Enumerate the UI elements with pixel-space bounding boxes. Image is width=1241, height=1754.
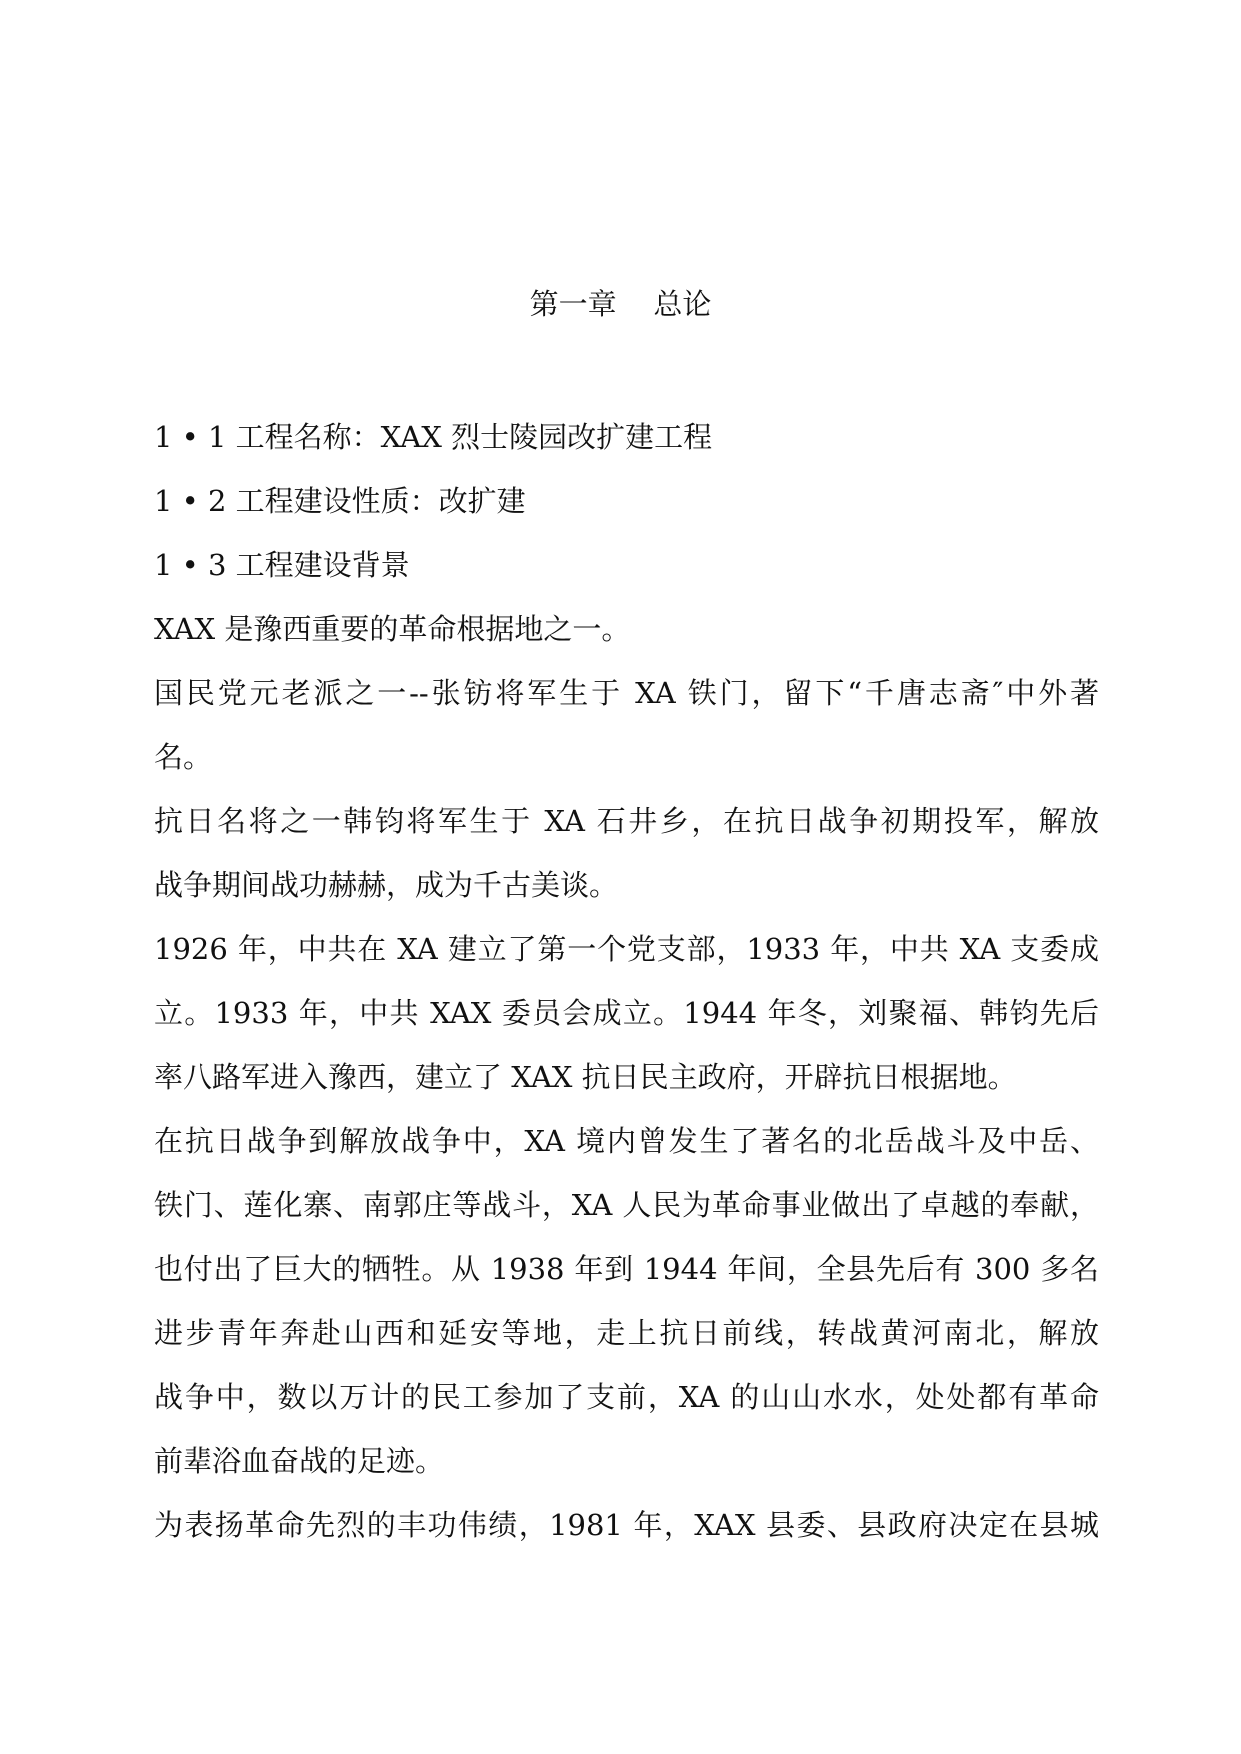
- chapter-title: 第一章 总论: [529, 287, 712, 321]
- paragraph-line: 为表扬革命先烈的丰功伟绩，1981 年，XAX 县委、县政府决定在县城: [154, 1508, 1099, 1542]
- paragraph-line: 前辈浴血奋战的足迹。: [154, 1444, 445, 1478]
- body-text: [154, 405, 1099, 1557]
- paragraph-line: 战争中，数以万计的民工参加了支前，XA 的山山水水，处处都有革命: [154, 1380, 1099, 1414]
- paragraph-line: 率八路军进入豫西，建立了 XAX 抗日民主政府，开辟抗日根据地。: [154, 1060, 1017, 1094]
- paragraph-line: 战争期间战功赫赫，成为千古美谈。: [154, 868, 619, 902]
- paragraph-line: 铁门、莲化寨、南郭庄等战斗，XA 人民为革命事业做出了卓越的奉献，: [154, 1188, 1099, 1222]
- section-1-3-heading: 1 • 3 工程建设背景: [154, 548, 410, 582]
- paragraph-line: 立。1933 年，中共 XAX 委员会成立。1944 年冬，刘聚福、韩钧先后: [154, 996, 1099, 1030]
- section-1-2-line: 1 • 2 工程建设性质：改扩建: [154, 484, 526, 518]
- paragraph-line: 抗日名将之一韩钧将军生于 XA 石井乡，在抗日战争初期投军，解放: [154, 804, 1099, 838]
- paragraph-line: 在抗日战争到解放战争中，XA 境内曾发生了著名的北岳战斗及中岳、: [154, 1124, 1099, 1158]
- paragraph-line: XAX 是豫西重要的革命根据地之一。: [154, 612, 631, 646]
- paragraph-line: 进步青年奔赴山西和延安等地，走上抗日前线，转战黄河南北，解放: [154, 1316, 1099, 1350]
- paragraph-line: 国民党元老派之一--张钫将军生于 XA 铁门，留下“千唐志斋″中外著: [154, 676, 1099, 710]
- paragraph-line: 1926 年，中共在 XA 建立了第一个党支部，1933 年，中共 XA 支委成: [154, 932, 1099, 966]
- paragraph-line: 也付出了巨大的牺牲。从 1938 年到 1944 年间，全县先后有 300 多名: [154, 1252, 1099, 1286]
- paragraph-line: 名。: [154, 740, 213, 774]
- section-1-1-line: 1 • 1 工程名称：XAX 烈士陵园改扩建工程: [154, 420, 713, 454]
